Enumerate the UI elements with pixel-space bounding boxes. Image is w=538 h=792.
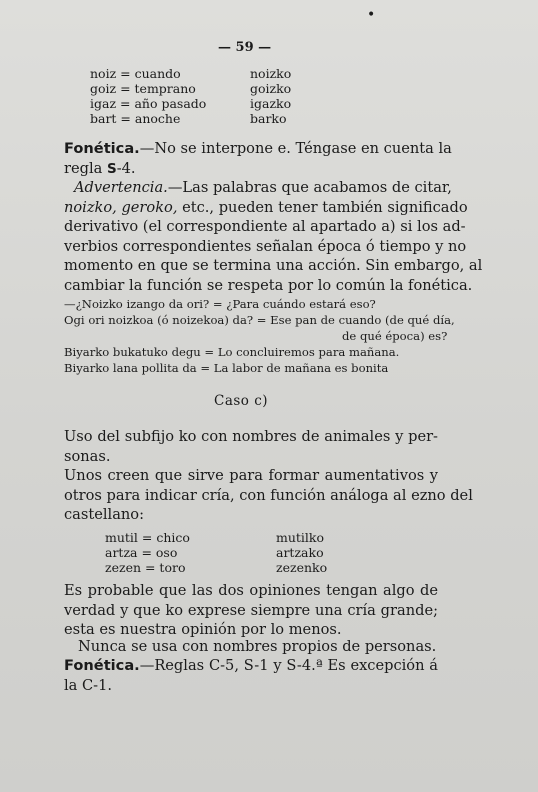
table-row: goizko [250,81,292,96]
example-line: —¿Noizko izango da ori? = ¿Para cuándo estará eso? [64,297,376,311]
table-row: zezen = toro [105,560,186,575]
text: noizko, geroko, [64,198,178,216]
paragraph-advertencia [64,178,483,295]
example-line: Biyarko bukatuko degu = Lo concluiremos para mañana. [64,345,400,359]
text: Advertencia. [74,179,168,196]
text-line: verdad y que ko exprese siempre una cría grande; [64,601,438,619]
example-line: Biyarko lana pollita da = La labor de mañana es bonita [64,361,389,375]
text-line: Es probable que las dos opiniones tengan algo de [64,582,438,599]
page-number: — 59 — [218,40,272,55]
text: etc., pueden tener también significado [177,198,468,216]
paragraph-unos [64,466,473,525]
paragraph-fonetica-2 [64,656,438,695]
table-row: goiz = temprano [90,81,196,96]
text-line: Nunca se usa con nombres propios de personas. [78,638,437,655]
text-line [64,178,452,198]
text-line [64,656,438,676]
table-row: igaz = año pasado [90,96,207,111]
text: —No se interpone e. Téngase en cuenta la [139,140,452,157]
text-line: esta es nuestra opinión por lo menos. [64,621,342,638]
paragraph-probable [64,581,438,640]
text-line [64,198,468,218]
text-line: Uso del subfijo ko con nombres de animales y per- [64,428,438,445]
table-row: igazko [250,96,292,111]
table-row: zezenko [276,560,328,575]
text-line [64,159,438,180]
text: -4. [116,159,136,177]
text: regla [64,159,107,177]
text: —Las palabras que acabamos de citar, [167,179,452,196]
text-line: castellano: [64,506,145,523]
label-fonetica: Fonética. [64,657,140,674]
table-row: bart = anoche [90,111,181,126]
rule-ref: S [106,160,117,177]
table-row: barko [250,111,287,126]
paragraph-uso [64,427,438,466]
text-line: la C-1. [64,676,113,694]
paragraph-fonetica-1 [64,139,452,179]
text-line [64,139,452,159]
table-row: mutil = chico [105,530,190,545]
ink-mark: • [367,7,376,23]
text-line: momento en que se termina una acción. Sin embargo, al [64,257,483,274]
text-line: derivativo (el correspondiente al apartado a) si los ad- [64,218,466,235]
table-row: noiz = cuando [90,66,181,81]
text-line: cambiar la función se respeta por lo común la fonética. [64,276,473,294]
label-fonetica: Fonética. [64,140,140,157]
text-line: otros para indicar cría, con función análoga al ezno del [64,486,473,504]
table-row: artza = oso [105,545,178,560]
section-heading: Caso c) [214,393,269,409]
table-row: artzako [276,545,324,560]
text-line: Unos creen que sirve para formar aumentativos y [64,467,438,484]
table-row: mutilko [276,530,325,545]
text-line: sonas. [64,447,111,465]
text-line: verbios correspondientes señalan época ó tiempo y no [64,237,467,255]
paragraph-nunca [64,637,438,657]
example-line: de qué época) es? [342,329,448,343]
example-line: Ogi ori noizkoa (ó noizekoa) da? = Ese pan de cuando (de qué día, [64,313,455,327]
table-row: noizko [250,66,292,81]
text: —Reglas C-5, S-1 y S-4.ª Es excepción á [139,657,438,674]
